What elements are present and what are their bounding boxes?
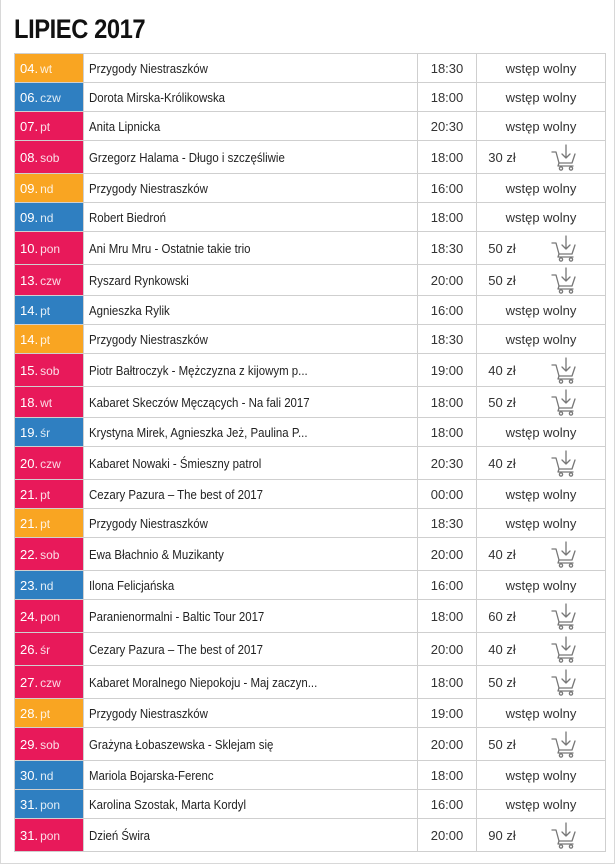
- event-row[interactable]: [15, 538, 606, 571]
- event-day: 30.: [20, 767, 39, 783]
- event-title-link[interactable]: Przygody Niestraszków: [89, 705, 208, 721]
- page-title: LIPIEC 2017: [14, 14, 146, 44]
- event-day: 09.: [20, 180, 39, 196]
- event-date: [15, 509, 84, 538]
- event-price-cell: [477, 54, 606, 83]
- event-weekday: nd: [40, 210, 54, 225]
- event-weekday: śr: [40, 642, 51, 657]
- event-price-paid: [477, 602, 605, 630]
- event-weekday: wt: [40, 395, 53, 410]
- event-title-cell: [84, 232, 418, 265]
- event-title-cell: [84, 447, 418, 480]
- event-price-free: wstęp wolny: [505, 705, 577, 721]
- event-title-cell: [84, 600, 418, 633]
- event-price-free: wstęp wolny: [505, 180, 577, 196]
- event-date: [15, 447, 84, 480]
- event-price-paid: [477, 234, 605, 262]
- event-day: 10.: [20, 240, 39, 256]
- event-price-paid: [477, 635, 605, 663]
- event-price-free: wstęp wolny: [505, 331, 577, 347]
- event-price-paid: [477, 540, 605, 568]
- event-title-cell: [84, 790, 418, 819]
- event-price-cell: [477, 203, 606, 232]
- event-time: 18:30: [418, 509, 477, 538]
- event-title-cell: [84, 761, 418, 790]
- event-row[interactable]: [15, 480, 606, 509]
- cart-icon[interactable]: [551, 143, 577, 171]
- event-title-cell: [84, 296, 418, 325]
- cart-icon[interactable]: [551, 356, 577, 384]
- event-title-cell: [84, 571, 418, 600]
- event-price: 30 zł: [488, 149, 516, 165]
- event-row[interactable]: [15, 174, 606, 203]
- event-row[interactable]: [15, 418, 606, 447]
- event-price: 40 zł: [488, 455, 516, 471]
- event-time: 20:00: [418, 265, 477, 296]
- event-price: 50 zł: [488, 736, 516, 752]
- event-price-cell: [477, 761, 606, 790]
- event-title-link[interactable]: Przygody Niestraszków: [89, 331, 208, 347]
- event-price-paid: [477, 821, 605, 849]
- event-title-cell: [84, 728, 418, 761]
- event-title-cell: [84, 387, 418, 418]
- event-row[interactable]: [15, 819, 606, 852]
- event-date: [15, 354, 84, 387]
- event-weekday: pt: [40, 332, 51, 347]
- event-date: [15, 666, 84, 699]
- event-title-cell: [84, 325, 418, 354]
- cart-icon[interactable]: [551, 602, 577, 630]
- event-price-paid: [477, 143, 605, 171]
- event-time: 18:00: [418, 141, 477, 174]
- event-date: [15, 699, 84, 728]
- event-weekday: pt: [40, 303, 51, 318]
- event-price-cell: [477, 174, 606, 203]
- event-day: 27.: [20, 674, 39, 690]
- event-weekday: pt: [40, 487, 51, 502]
- event-title-cell: [84, 265, 418, 296]
- event-price-cell: [477, 666, 606, 699]
- event-price-free: wstęp wolny: [505, 60, 577, 76]
- event-time: 18:30: [418, 54, 477, 83]
- event-day: 07.: [20, 118, 39, 134]
- event-price-cell: [477, 728, 606, 761]
- event-weekday: wt: [40, 61, 53, 76]
- event-price: 40 zł: [488, 546, 516, 562]
- event-date: [15, 232, 84, 265]
- event-weekday: nd: [40, 181, 54, 196]
- event-weekday: sob: [40, 737, 60, 752]
- event-title-link[interactable]: Krystyna Mirek, Agnieszka Jeż, Paulina P...: [89, 424, 308, 440]
- event-price: 40 zł: [488, 362, 516, 378]
- event-date: [15, 819, 84, 852]
- event-price-cell: [477, 265, 606, 296]
- event-price-cell: [477, 571, 606, 600]
- event-title-link[interactable]: Karolina Szostak, Marta Kordyl: [89, 796, 247, 812]
- event-time: 18:00: [418, 83, 477, 112]
- event-title-link[interactable]: Grażyna Łobaszewska - Sklejam się: [89, 736, 274, 752]
- event-day: 15.: [20, 362, 39, 378]
- cart-icon[interactable]: [551, 668, 577, 696]
- event-price-cell: [477, 633, 606, 666]
- event-time: 16:00: [418, 790, 477, 819]
- event-day: 31.: [20, 796, 39, 812]
- event-title-cell: [84, 633, 418, 666]
- event-title-link[interactable]: Przygody Niestraszków: [89, 60, 208, 76]
- cart-icon[interactable]: [551, 234, 577, 262]
- event-title-link[interactable]: Kabaret Skeczów Męczących - Na fali 2017: [89, 394, 310, 410]
- event-title-cell: [84, 666, 418, 699]
- event-weekday: pon: [40, 609, 61, 624]
- event-price-cell: [477, 509, 606, 538]
- event-row[interactable]: [15, 761, 606, 790]
- event-time: 16:00: [418, 571, 477, 600]
- event-weekday: pon: [40, 828, 61, 843]
- event-time: 16:00: [418, 296, 477, 325]
- event-title-link[interactable]: Ryszard Rynkowski: [89, 272, 189, 288]
- event-title-cell: [84, 112, 418, 141]
- event-date: [15, 600, 84, 633]
- event-row[interactable]: [15, 354, 606, 387]
- event-price-cell: [477, 480, 606, 509]
- event-title-link[interactable]: Grzegorz Halama - Długo i szczęśliwie: [89, 149, 285, 165]
- event-time: 18:00: [418, 600, 477, 633]
- event-date: [15, 480, 84, 509]
- event-row[interactable]: [15, 325, 606, 354]
- event-date: [15, 761, 84, 790]
- cart-icon[interactable]: [551, 730, 577, 758]
- event-day: 18.: [20, 394, 39, 410]
- event-price-cell: [477, 538, 606, 571]
- event-weekday: śr: [40, 425, 51, 440]
- event-price-paid: [477, 730, 605, 758]
- event-price-cell: [477, 418, 606, 447]
- event-price-cell: [477, 141, 606, 174]
- cart-icon[interactable]: [551, 388, 577, 416]
- event-price-cell: [477, 819, 606, 852]
- event-time: 18:30: [418, 325, 477, 354]
- event-title-link[interactable]: Anita Lipnicka: [89, 118, 161, 134]
- event-price-free: wstęp wolny: [505, 515, 577, 531]
- event-title-cell: [84, 203, 418, 232]
- event-price-cell: [477, 232, 606, 265]
- event-price-free: wstęp wolny: [505, 424, 577, 440]
- event-row[interactable]: [15, 571, 606, 600]
- event-price-cell: [477, 447, 606, 480]
- event-date: [15, 203, 84, 232]
- event-title-cell: [84, 699, 418, 728]
- event-title-link[interactable]: Dorota Mirska-Królikowska: [89, 89, 226, 105]
- event-title-cell: [84, 509, 418, 538]
- event-price: 90 zł: [488, 827, 516, 843]
- event-time: 19:00: [418, 354, 477, 387]
- event-date: [15, 112, 84, 141]
- event-title-link[interactable]: Dzień Świra: [89, 827, 151, 843]
- event-row[interactable]: [15, 141, 606, 174]
- event-date: [15, 790, 84, 819]
- event-weekday: czw: [40, 273, 61, 288]
- event-row[interactable]: [15, 232, 606, 265]
- event-time: 18:00: [418, 418, 477, 447]
- event-price-cell: [477, 699, 606, 728]
- cart-icon[interactable]: [551, 821, 577, 849]
- event-day: 20.: [20, 455, 39, 471]
- event-weekday: nd: [40, 768, 54, 783]
- event-time: 20:00: [418, 728, 477, 761]
- event-price-free: wstęp wolny: [505, 767, 577, 783]
- event-time: 18:00: [418, 387, 477, 418]
- event-weekday: czw: [40, 456, 61, 471]
- event-day: 06.: [20, 89, 39, 105]
- event-weekday: czw: [40, 675, 61, 690]
- event-date: [15, 633, 84, 666]
- event-row[interactable]: [15, 83, 606, 112]
- event-title-link[interactable]: Ani Mru Mru - Ostatnie takie trio: [89, 240, 251, 256]
- event-row[interactable]: [15, 600, 606, 633]
- event-title-link[interactable]: Kabaret Moralnego Niepokoju - Maj zaczyn...: [89, 674, 318, 690]
- event-time: 19:00: [418, 699, 477, 728]
- event-price-cell: [477, 325, 606, 354]
- event-row[interactable]: [15, 509, 606, 538]
- event-title-link[interactable]: Ilona Felicjańska: [89, 577, 175, 593]
- event-date: [15, 296, 84, 325]
- event-date: [15, 174, 84, 203]
- event-price-free: wstęp wolny: [505, 89, 577, 105]
- event-title-link[interactable]: Cezary Pazura – The best of 2017: [89, 486, 264, 502]
- event-time: 18:30: [418, 232, 477, 265]
- event-weekday: pon: [40, 241, 61, 256]
- event-price-free: wstęp wolny: [505, 118, 577, 134]
- event-price-free: wstęp wolny: [505, 577, 577, 593]
- event-row[interactable]: [15, 699, 606, 728]
- event-weekday: pt: [40, 119, 51, 134]
- event-time: 20:00: [418, 819, 477, 852]
- event-title-cell: [84, 141, 418, 174]
- event-date: [15, 265, 84, 296]
- event-row[interactable]: [15, 265, 606, 296]
- event-price-paid: [477, 266, 605, 294]
- event-time: 20:00: [418, 538, 477, 571]
- event-date: [15, 418, 84, 447]
- event-weekday: sob: [40, 547, 60, 562]
- event-time: 18:00: [418, 666, 477, 699]
- event-weekday: pt: [40, 706, 51, 721]
- events-table: [14, 53, 606, 852]
- event-price-cell: [477, 387, 606, 418]
- event-title-cell: [84, 54, 418, 83]
- event-weekday: pon: [40, 797, 61, 812]
- event-row[interactable]: [15, 633, 606, 666]
- event-title-link[interactable]: Cezary Pazura – The best of 2017: [89, 641, 264, 657]
- event-day: 19.: [20, 424, 39, 440]
- event-title-cell: [84, 480, 418, 509]
- event-time: 16:00: [418, 174, 477, 203]
- event-time: 18:00: [418, 203, 477, 232]
- event-date: [15, 325, 84, 354]
- event-price: 50 zł: [488, 674, 516, 690]
- cart-icon[interactable]: [551, 540, 577, 568]
- event-title-link[interactable]: Agnieszka Rylik: [89, 302, 170, 318]
- event-title-cell: [84, 174, 418, 203]
- event-row[interactable]: [15, 54, 606, 83]
- event-price-cell: [477, 112, 606, 141]
- event-price-cell: [477, 296, 606, 325]
- event-day: 26.: [20, 641, 39, 657]
- event-row[interactable]: [15, 203, 606, 232]
- event-price-paid: [477, 388, 605, 416]
- event-date: [15, 141, 84, 174]
- event-row[interactable]: [15, 666, 606, 699]
- event-weekday: nd: [40, 578, 54, 593]
- event-day: 23.: [20, 577, 39, 593]
- event-title-cell: [84, 354, 418, 387]
- event-price-free: wstęp wolny: [505, 302, 577, 318]
- event-title-link[interactable]: Paranienormalni - Baltic Tour 2017: [89, 608, 265, 624]
- event-day: 21.: [20, 486, 39, 502]
- event-title-link[interactable]: Piotr Bałtroczyk - Mężczyzna z kijowym p...: [89, 362, 308, 378]
- event-price: 40 zł: [488, 641, 516, 657]
- event-title-link[interactable]: Ewa Błachnio & Muzikanty: [89, 546, 224, 562]
- event-title-link[interactable]: Przygody Niestraszków: [89, 515, 208, 531]
- event-row[interactable]: [15, 387, 606, 418]
- event-title-link[interactable]: Robert Biedroń: [89, 209, 166, 225]
- event-price-free: wstęp wolny: [505, 486, 577, 502]
- event-title-cell: [84, 538, 418, 571]
- event-price-cell: [477, 354, 606, 387]
- event-price-cell: [477, 83, 606, 112]
- event-day: 14.: [20, 302, 39, 318]
- cart-icon[interactable]: [551, 266, 577, 294]
- event-day: 29.: [20, 736, 39, 752]
- event-row[interactable]: [15, 790, 606, 819]
- event-title-cell: [84, 819, 418, 852]
- event-title-link[interactable]: Kabaret Nowaki - Śmieszny patrol: [89, 455, 262, 471]
- event-title-cell: [84, 418, 418, 447]
- event-day: 14.: [20, 331, 39, 347]
- event-date: [15, 538, 84, 571]
- event-day: 28.: [20, 705, 39, 721]
- event-price-paid: [477, 449, 605, 477]
- event-date: [15, 728, 84, 761]
- event-price-cell: [477, 790, 606, 819]
- event-day: 04.: [20, 60, 39, 76]
- event-day: 31.: [20, 827, 39, 843]
- event-time: 20:00: [418, 633, 477, 666]
- event-row[interactable]: [15, 296, 606, 325]
- event-day: 24.: [20, 608, 39, 624]
- event-title-cell: [84, 83, 418, 112]
- cart-icon[interactable]: [551, 449, 577, 477]
- event-price-paid: [477, 668, 605, 696]
- event-day: 21.: [20, 515, 39, 531]
- event-weekday: sob: [40, 150, 60, 165]
- event-date: [15, 54, 84, 83]
- event-weekday: sob: [40, 363, 60, 378]
- event-weekday: czw: [40, 90, 61, 105]
- event-price: 50 zł: [488, 394, 516, 410]
- event-title-link[interactable]: Mariola Bojarska-Ferenc: [89, 767, 214, 783]
- event-price: 60 zł: [488, 608, 516, 624]
- event-date: [15, 387, 84, 418]
- event-day: 22.: [20, 546, 39, 562]
- event-price-cell: [477, 600, 606, 633]
- event-weekday: pt: [40, 516, 51, 531]
- event-row[interactable]: [15, 112, 606, 141]
- event-day: 09.: [20, 209, 39, 225]
- event-time: 20:30: [418, 112, 477, 141]
- event-title-link[interactable]: Przygody Niestraszków: [89, 180, 208, 196]
- event-date: [15, 571, 84, 600]
- event-price: 50 zł: [488, 272, 516, 288]
- event-time: 00:00: [418, 480, 477, 509]
- event-row[interactable]: [15, 447, 606, 480]
- event-time: 18:00: [418, 761, 477, 790]
- event-day: 13.: [20, 272, 39, 288]
- event-row[interactable]: [15, 728, 606, 761]
- event-price-free: wstęp wolny: [505, 796, 577, 812]
- event-price-paid: [477, 356, 605, 384]
- event-time: 20:30: [418, 447, 477, 480]
- event-date: [15, 83, 84, 112]
- event-day: 08.: [20, 149, 39, 165]
- event-price: 50 zł: [488, 240, 516, 256]
- cart-icon[interactable]: [551, 635, 577, 663]
- event-price-free: wstęp wolny: [505, 209, 577, 225]
